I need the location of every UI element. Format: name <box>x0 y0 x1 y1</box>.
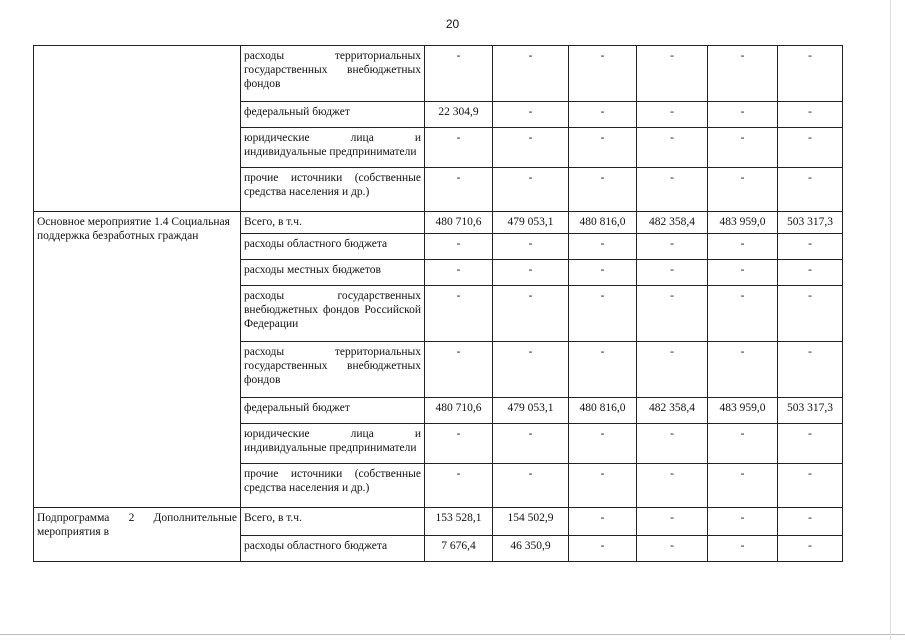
program-cell <box>34 46 241 212</box>
value-cell: - <box>493 286 569 342</box>
funding-source-cell: расходы территориальных государственных внебюджетных фондов <box>241 342 425 398</box>
value-cell: - <box>425 424 493 464</box>
value-cell: - <box>778 508 843 536</box>
value-cell: - <box>637 102 708 128</box>
value-cell: 7 676,4 <box>425 536 493 562</box>
funding-source-cell: расходы областного бюджета <box>241 234 425 260</box>
value-cell: - <box>425 128 493 168</box>
funding-source-cell: расходы областного бюджета <box>241 536 425 562</box>
value-cell: - <box>569 102 637 128</box>
value-cell: 483 959,0 <box>708 398 778 424</box>
value-cell: - <box>778 168 843 212</box>
value-cell: - <box>569 508 637 536</box>
value-cell: - <box>637 536 708 562</box>
value-cell: - <box>425 464 493 508</box>
funding-source-cell: юридические лица и индивидуальные предприниматели <box>241 424 425 464</box>
value-cell: - <box>778 128 843 168</box>
value-cell: - <box>569 536 637 562</box>
value-cell: - <box>708 46 778 102</box>
value-cell: - <box>569 342 637 398</box>
value-cell: - <box>708 342 778 398</box>
value-cell: - <box>569 260 637 286</box>
value-cell: - <box>778 46 843 102</box>
value-cell: - <box>493 168 569 212</box>
value-cell: 503 317,3 <box>778 398 843 424</box>
table-row <box>34 46 843 102</box>
funding-source-cell: федеральный бюджет <box>241 102 425 128</box>
value-cell: 503 317,3 <box>778 212 843 234</box>
value-cell: - <box>425 342 493 398</box>
value-cell: 479 053,1 <box>493 398 569 424</box>
value-cell: 479 053,1 <box>493 212 569 234</box>
scan-edge-line <box>0 634 905 635</box>
program-cell: Подпрограмма 2 Дополнительные мероприятия в <box>34 508 241 562</box>
value-cell: - <box>637 464 708 508</box>
value-cell: 483 959,0 <box>708 212 778 234</box>
page-number: 20 <box>445 17 460 31</box>
value-cell: - <box>425 234 493 260</box>
table-row <box>34 212 843 234</box>
funding-source-cell: юридические лица и индивидуальные предприниматели <box>241 128 425 168</box>
value-cell: - <box>493 464 569 508</box>
value-cell: - <box>637 286 708 342</box>
funding-source-cell: расходы государственных внебюджетных фондов Российской Федерации <box>241 286 425 342</box>
value-cell: - <box>708 234 778 260</box>
value-cell: - <box>637 342 708 398</box>
value-cell: 22 304,9 <box>425 102 493 128</box>
funding-table <box>33 45 843 562</box>
value-cell: - <box>493 342 569 398</box>
value-cell: - <box>778 260 843 286</box>
value-cell: - <box>493 102 569 128</box>
value-cell: - <box>778 234 843 260</box>
value-cell: - <box>569 424 637 464</box>
value-cell: - <box>637 260 708 286</box>
value-cell: - <box>569 464 637 508</box>
value-cell: - <box>637 234 708 260</box>
value-cell: - <box>493 234 569 260</box>
value-cell: - <box>778 102 843 128</box>
value-cell: - <box>425 260 493 286</box>
value-cell: - <box>425 46 493 102</box>
value-cell: 480 816,0 <box>569 398 637 424</box>
value-cell: - <box>778 424 843 464</box>
value-cell: - <box>778 286 843 342</box>
value-cell: - <box>637 46 708 102</box>
value-cell: - <box>637 508 708 536</box>
value-cell: - <box>493 128 569 168</box>
program-cell: Основное мероприятие 1.4 Социальная поддержка безработных граждан <box>34 212 241 508</box>
value-cell: - <box>569 234 637 260</box>
value-cell: - <box>569 128 637 168</box>
funding-source-cell: Всего, в т.ч. <box>241 508 425 536</box>
value-cell: - <box>569 46 637 102</box>
value-cell: - <box>778 536 843 562</box>
value-cell: - <box>708 508 778 536</box>
value-cell: 480 710,6 <box>425 398 493 424</box>
value-cell: - <box>778 342 843 398</box>
value-cell: - <box>708 286 778 342</box>
value-cell: - <box>708 102 778 128</box>
value-cell: - <box>637 128 708 168</box>
funding-source-cell: расходы территориальных государственных внебюджетных фондов <box>241 46 425 102</box>
value-cell: 482 358,4 <box>637 212 708 234</box>
value-cell: - <box>708 128 778 168</box>
value-cell: - <box>425 168 493 212</box>
value-cell: - <box>708 260 778 286</box>
scan-edge-line <box>890 0 891 640</box>
funding-source-cell: прочие источники (собственные средства населения и др.) <box>241 464 425 508</box>
value-cell: - <box>708 464 778 508</box>
value-cell: 153 528,1 <box>425 508 493 536</box>
funding-source-cell: Всего, в т.ч. <box>241 212 425 234</box>
value-cell: - <box>637 424 708 464</box>
value-cell: - <box>493 46 569 102</box>
value-cell: - <box>569 168 637 212</box>
value-cell: 482 358,4 <box>637 398 708 424</box>
value-cell: 154 502,9 <box>493 508 569 536</box>
value-cell: - <box>493 424 569 464</box>
value-cell: - <box>708 168 778 212</box>
value-cell: - <box>708 424 778 464</box>
value-cell: - <box>493 260 569 286</box>
funding-source-cell: федеральный бюджет <box>241 398 425 424</box>
value-cell: 46 350,9 <box>493 536 569 562</box>
value-cell: 480 816,0 <box>569 212 637 234</box>
value-cell: 480 710,6 <box>425 212 493 234</box>
value-cell: - <box>708 536 778 562</box>
value-cell: - <box>637 168 708 212</box>
table-row <box>34 508 843 536</box>
value-cell: - <box>425 286 493 342</box>
funding-source-cell: прочие источники (собственные средства населения и др.) <box>241 168 425 212</box>
funding-source-cell: расходы местных бюджетов <box>241 260 425 286</box>
value-cell: - <box>569 286 637 342</box>
value-cell: - <box>778 464 843 508</box>
